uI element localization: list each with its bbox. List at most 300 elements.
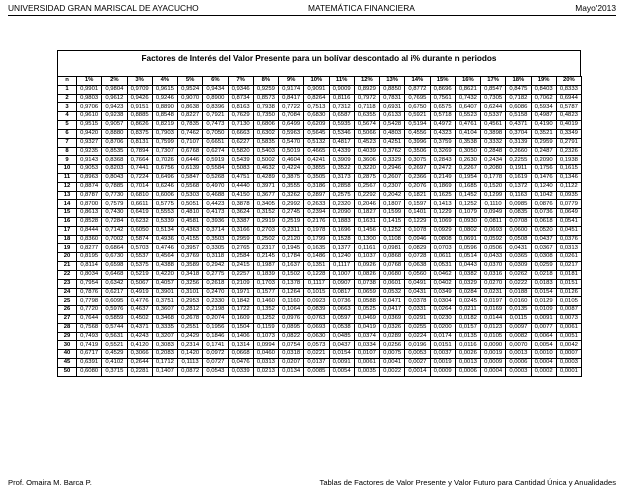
factor-cell: 0,8621 bbox=[455, 85, 480, 94]
factor-cell: 0,0284 bbox=[455, 288, 480, 297]
period-cell: 20 bbox=[58, 253, 77, 262]
factor-cell: 0,4604 bbox=[279, 156, 304, 165]
factor-cell: 0,1407 bbox=[152, 367, 177, 376]
factor-cell: 0,4556 bbox=[405, 129, 430, 138]
factor-cell: 0,7002 bbox=[102, 235, 127, 244]
factor-cell: 0,5859 bbox=[102, 314, 127, 323]
factor-cell: 0,9901 bbox=[77, 85, 102, 94]
factor-cell: 0,1015 bbox=[304, 288, 329, 297]
factor-cell: 0,9151 bbox=[127, 103, 152, 112]
factor-cell: 0,0703 bbox=[430, 244, 455, 253]
factor-cell: 0,5268 bbox=[203, 173, 228, 182]
factor-cell: 0,0222 bbox=[506, 279, 531, 288]
factor-cell: 0,7307 bbox=[152, 147, 177, 156]
factor-cell: 0,8396 bbox=[203, 103, 228, 112]
factor-cell: 0,0183 bbox=[531, 279, 556, 288]
factor-cell: 0,7561 bbox=[430, 94, 455, 103]
factor-cell: 0,2567 bbox=[354, 182, 379, 191]
factor-cell: 0,4243 bbox=[127, 332, 152, 341]
factor-cell: 0,0895 bbox=[279, 323, 304, 332]
factor-cell: 0,0339 bbox=[228, 367, 253, 376]
factor-cell: 0,1161 bbox=[354, 244, 379, 253]
factor-cell: 0,5645 bbox=[304, 129, 329, 138]
factor-cell: 0,1635 bbox=[304, 244, 329, 253]
factor-cell: 0,4104 bbox=[455, 129, 480, 138]
factor-cell: 0,2618 bbox=[203, 279, 228, 288]
factor-cell: 0,1938 bbox=[556, 156, 581, 165]
factor-cell: 0,4440 bbox=[228, 182, 253, 191]
factor-cell: 0,3506 bbox=[405, 147, 430, 156]
factor-cell: 0,6006 bbox=[152, 191, 177, 200]
factor-cell: 0,3971 bbox=[253, 182, 278, 191]
factor-cell: 0,4251 bbox=[380, 138, 405, 147]
factor-cell: 0,0182 bbox=[455, 314, 480, 323]
period-cell: 40 bbox=[58, 350, 77, 359]
factor-cell: 0,7441 bbox=[127, 165, 152, 174]
factor-cell: 0,8963 bbox=[77, 173, 102, 182]
factor-cell: 0,1079 bbox=[455, 209, 480, 218]
table-row bbox=[58, 121, 582, 130]
factor-cell: 0,6598 bbox=[102, 262, 127, 271]
factor-cell: 0,0451 bbox=[556, 226, 581, 235]
factor-cell: 0,2959 bbox=[531, 138, 556, 147]
factor-cell: 0,4019 bbox=[556, 121, 581, 130]
factor-cell: 0,5428 bbox=[380, 121, 405, 130]
period-cell: 6 bbox=[58, 129, 77, 138]
factor-cell: 0,2575 bbox=[329, 191, 354, 200]
factor-cell: 0,4339 bbox=[329, 147, 354, 156]
factor-cell: 0,0218 bbox=[531, 270, 556, 279]
factor-cell: 0,6750 bbox=[405, 103, 430, 112]
factor-cell: 0,6575 bbox=[430, 103, 455, 112]
factor-cell: 0,0471 bbox=[380, 297, 405, 306]
period-cell: 16 bbox=[58, 218, 77, 227]
factor-cell: 0,2314 bbox=[178, 341, 203, 350]
factor-cell: 0,5963 bbox=[279, 129, 304, 138]
factor-cell: 0,1064 bbox=[279, 306, 304, 315]
factor-cell: 0,3522 bbox=[329, 165, 354, 174]
factor-cell: 0,1240 bbox=[329, 253, 354, 262]
factor-cell: 0,6768 bbox=[178, 147, 203, 156]
factor-cell: 0,2415 bbox=[228, 262, 253, 271]
factor-cell: 0,7026 bbox=[152, 156, 177, 165]
factor-cell: 0,8787 bbox=[77, 191, 102, 200]
factor-cell: 0,9174 bbox=[279, 85, 304, 94]
footer-author: Prof. Omaira M. Barca P. bbox=[8, 478, 92, 487]
factor-cell: 0,0376 bbox=[556, 235, 581, 244]
factor-cell: 0,7473 bbox=[203, 121, 228, 130]
factor-cell: 0,0378 bbox=[405, 297, 430, 306]
factor-cell: 0,0255 bbox=[405, 323, 430, 332]
factor-cell: 0,1229 bbox=[405, 218, 430, 227]
factor-cell: 0,8638 bbox=[178, 103, 203, 112]
period-cell: 30 bbox=[58, 341, 77, 350]
factor-cell: 0,7629 bbox=[228, 112, 253, 121]
factor-cell: 0,3901 bbox=[152, 288, 177, 297]
factor-cell: 0,1577 bbox=[253, 288, 278, 297]
factor-cell: 0,0369 bbox=[380, 314, 405, 323]
table-row bbox=[58, 306, 582, 315]
factor-cell: 0,3607 bbox=[152, 306, 177, 315]
factor-cell: 0,7921 bbox=[203, 112, 228, 121]
factor-cell: 0,3714 bbox=[203, 226, 228, 235]
factor-cell: 0,8203 bbox=[102, 165, 127, 174]
factor-cell: 0,2502 bbox=[253, 235, 278, 244]
factor-cell: 0,7894 bbox=[127, 147, 152, 156]
factor-cell: 0,1784 bbox=[279, 253, 304, 262]
factor-cell: 0,1069 bbox=[430, 218, 455, 227]
column-header: 18% bbox=[506, 77, 531, 86]
period-cell: 22 bbox=[58, 270, 77, 279]
factor-cell: 0,1352 bbox=[253, 306, 278, 315]
factor-cell: 0,7118 bbox=[354, 103, 379, 112]
factor-cell: 0,4637 bbox=[127, 306, 152, 315]
factor-cell: 0,8368 bbox=[102, 156, 127, 165]
factor-cell: 0,0872 bbox=[178, 367, 203, 376]
factor-cell: 0,4632 bbox=[253, 165, 278, 174]
period-cell: 26 bbox=[58, 306, 77, 315]
factor-cell: 0,3332 bbox=[481, 138, 506, 147]
factor-cell: 0,0061 bbox=[354, 359, 379, 368]
factor-cell: 0,0754 bbox=[279, 341, 304, 350]
factor-cell: 0,0231 bbox=[481, 288, 506, 297]
period-cell: 13 bbox=[58, 191, 77, 200]
factor-cell: 0,1299 bbox=[481, 191, 506, 200]
factor-cell: 0,2145 bbox=[253, 253, 278, 262]
present-value-factors-table bbox=[57, 76, 582, 377]
factor-cell: 0,2149 bbox=[430, 173, 455, 182]
factor-cell: 0,8375 bbox=[127, 129, 152, 138]
factor-cell: 0,4323 bbox=[430, 129, 455, 138]
factor-cell: 0,0727 bbox=[203, 359, 228, 368]
factor-cell: 0,0169 bbox=[481, 306, 506, 315]
factor-cell: 0,0491 bbox=[405, 279, 430, 288]
factor-cell: 0,7954 bbox=[77, 279, 102, 288]
factor-cell: 0,0291 bbox=[405, 314, 430, 323]
table-row bbox=[58, 218, 582, 227]
factor-cell: 0,5718 bbox=[430, 112, 455, 121]
factor-cell: 0,5375 bbox=[127, 262, 152, 271]
factor-cell: 0,1619 bbox=[506, 173, 531, 182]
factor-cell: 0,2255 bbox=[506, 156, 531, 165]
factor-cell: 0,2644 bbox=[127, 359, 152, 368]
factor-cell: 0,1504 bbox=[228, 323, 253, 332]
factor-cell: 0,2584 bbox=[228, 253, 253, 262]
factor-cell: 0,0949 bbox=[481, 209, 506, 218]
factor-cell: 0,6944 bbox=[556, 94, 581, 103]
period-cell: 3 bbox=[58, 103, 77, 112]
factor-cell: 0,0154 bbox=[329, 350, 354, 359]
factor-cell: 0,2630 bbox=[455, 156, 480, 165]
table-spacer bbox=[57, 67, 581, 76]
period-cell: 27 bbox=[58, 314, 77, 323]
factor-cell: 0,6611 bbox=[127, 200, 152, 209]
factor-cell: 0,0946 bbox=[405, 235, 430, 244]
factor-cell: 0,6446 bbox=[178, 156, 203, 165]
column-header: 16% bbox=[455, 77, 480, 86]
factor-cell: 0,0004 bbox=[531, 359, 556, 368]
factor-cell: 0,5744 bbox=[102, 323, 127, 332]
factor-cell: 0,4057 bbox=[152, 279, 177, 288]
factor-cell: 0,0070 bbox=[506, 341, 531, 350]
factor-cell: 0,8548 bbox=[152, 112, 177, 121]
factor-cell: 0,5787 bbox=[556, 103, 581, 112]
table-row bbox=[58, 182, 582, 191]
factor-cell: 0,3996 bbox=[405, 138, 430, 147]
factor-cell: 0,0264 bbox=[430, 306, 455, 315]
factor-cell: 0,0007 bbox=[556, 350, 581, 359]
factor-cell: 0,0085 bbox=[304, 367, 329, 376]
factor-cell: 0,0188 bbox=[506, 288, 531, 297]
factor-cell: 0,4936 bbox=[152, 235, 177, 244]
factor-cell: 0,6931 bbox=[380, 103, 405, 112]
factor-cell: 0,6806 bbox=[253, 121, 278, 130]
factor-cell: 0,2470 bbox=[203, 288, 228, 297]
factor-cell: 0,0115 bbox=[506, 314, 531, 323]
factor-cell: 0,7419 bbox=[77, 341, 102, 350]
factor-cell: 0,4810 bbox=[178, 209, 203, 218]
factor-cell: 0,8706 bbox=[102, 138, 127, 147]
table-row bbox=[58, 244, 582, 253]
period-cell: 7 bbox=[58, 138, 77, 147]
factor-cell: 0,1971 bbox=[228, 288, 253, 297]
table-row bbox=[58, 156, 582, 165]
factor-cell: 0,4581 bbox=[178, 218, 203, 227]
factor-cell: 0,0431 bbox=[506, 244, 531, 253]
factor-cell: 0,1037 bbox=[354, 253, 379, 262]
table-row bbox=[58, 209, 582, 218]
table-row bbox=[58, 253, 582, 262]
factor-cell: 0,4502 bbox=[127, 314, 152, 323]
column-header: 3% bbox=[127, 77, 152, 86]
factor-cell: 0,6246 bbox=[152, 182, 177, 191]
factor-cell: 0,0601 bbox=[380, 279, 405, 288]
factor-cell: 0,0054 bbox=[531, 341, 556, 350]
factor-cell: 0,2176 bbox=[304, 218, 329, 227]
footer-description: Tablas de Factores de Valor Presente y Valor Futuro para Cantidad Única y Anualidades bbox=[319, 478, 616, 487]
factor-cell: 0,1799 bbox=[304, 235, 329, 244]
factor-cell: 0,8890 bbox=[152, 103, 177, 112]
factor-cell: 0,0019 bbox=[481, 350, 506, 359]
factor-cell: 0,8475 bbox=[506, 85, 531, 94]
factor-cell: 0,3759 bbox=[430, 138, 455, 147]
factor-cell: 0,0525 bbox=[354, 306, 379, 315]
column-header: 15% bbox=[430, 77, 455, 86]
factor-cell: 0,7972 bbox=[354, 94, 379, 103]
factor-cell: 0,0538 bbox=[329, 323, 354, 332]
factor-cell: 0,5194 bbox=[405, 121, 430, 130]
factor-cell: 0,0035 bbox=[354, 367, 379, 376]
factor-cell: 0,5921 bbox=[405, 112, 430, 121]
factor-cell: 0,0907 bbox=[329, 279, 354, 288]
factor-cell: 0,6717 bbox=[77, 350, 102, 359]
column-header: 7% bbox=[228, 77, 253, 86]
factor-cell: 0,8034 bbox=[77, 270, 102, 279]
factor-cell: 0,0543 bbox=[203, 367, 228, 376]
factor-cell: 0,1712 bbox=[152, 359, 177, 368]
factor-cell: 0,7224 bbox=[127, 173, 152, 182]
factor-cell: 0,0022 bbox=[380, 367, 405, 376]
factor-cell: 0,0520 bbox=[531, 226, 556, 235]
header-university: UNIVERSIDAD GRAN MARISCAL DE AYACUCHO bbox=[8, 3, 199, 13]
factor-cell: 0,0437 bbox=[531, 235, 556, 244]
factor-cell: 0,1413 bbox=[430, 200, 455, 209]
factor-cell: 0,2311 bbox=[279, 226, 304, 235]
factor-cell: 0,5067 bbox=[127, 279, 152, 288]
factor-cell: 0,5674 bbox=[354, 121, 379, 130]
factor-cell: 0,5935 bbox=[329, 121, 354, 130]
factor-cell: 0,9070 bbox=[178, 94, 203, 103]
factor-cell: 0,4972 bbox=[430, 121, 455, 130]
factor-cell: 0,8417 bbox=[279, 94, 304, 103]
factor-cell: 0,0054 bbox=[329, 367, 354, 376]
factor-cell: 0,2074 bbox=[203, 314, 228, 323]
factor-cell: 0,6830 bbox=[304, 112, 329, 121]
column-header: 2% bbox=[102, 77, 127, 86]
factor-cell: 0,3220 bbox=[354, 165, 379, 174]
factor-cell: 0,2633 bbox=[304, 200, 329, 209]
factor-cell: 0,0091 bbox=[531, 314, 556, 323]
factor-cell: 0,4155 bbox=[178, 235, 203, 244]
factor-cell: 0,0154 bbox=[531, 288, 556, 297]
factor-cell: 0,0736 bbox=[329, 297, 354, 306]
factor-cell: 0,3957 bbox=[178, 244, 203, 253]
factor-cell: 0,0200 bbox=[430, 323, 455, 332]
factor-cell: 0,7664 bbox=[127, 156, 152, 165]
factor-cell: 0,3715 bbox=[102, 367, 127, 376]
factor-cell: 0,0926 bbox=[354, 262, 379, 271]
factor-cell: 0,3418 bbox=[178, 270, 203, 279]
factor-cell: 0,4561 bbox=[481, 121, 506, 130]
factor-cell: 0,1300 bbox=[354, 235, 379, 244]
factor-cell: 0,5403 bbox=[253, 147, 278, 156]
factor-cell: 0,7312 bbox=[329, 103, 354, 112]
factor-cell: 0,7720 bbox=[77, 306, 102, 315]
factor-cell: 0,7050 bbox=[203, 129, 228, 138]
factor-cell: 0,3589 bbox=[178, 262, 203, 271]
factor-cell: 0,0691 bbox=[455, 235, 480, 244]
factor-cell: 0,3139 bbox=[506, 138, 531, 147]
factor-cell: 0,1756 bbox=[531, 165, 556, 174]
factor-cell: 0,2292 bbox=[354, 191, 379, 200]
factor-cell: 0,4220 bbox=[152, 270, 177, 279]
factor-cell: 0,5835 bbox=[253, 138, 278, 147]
period-cell: 29 bbox=[58, 332, 77, 341]
factor-cell: 0,0213 bbox=[253, 367, 278, 376]
factor-cell: 0,9709 bbox=[127, 85, 152, 94]
column-header: 6% bbox=[203, 77, 228, 86]
factor-cell: 0,7831 bbox=[380, 94, 405, 103]
factor-cell: 0,8547 bbox=[481, 85, 506, 94]
period-cell: 28 bbox=[58, 323, 77, 332]
factor-cell: 0,9803 bbox=[77, 94, 102, 103]
factor-cell: 0,4751 bbox=[228, 173, 253, 182]
factor-cell: 0,7130 bbox=[228, 121, 253, 130]
factor-cell: 0,0006 bbox=[506, 359, 531, 368]
factor-cell: 0,0230 bbox=[430, 314, 455, 323]
factor-cell: 0,7182 bbox=[506, 94, 531, 103]
period-cell: 1 bbox=[58, 85, 77, 94]
factor-cell: 0,0019 bbox=[430, 359, 455, 368]
factor-cell: 0,2198 bbox=[203, 306, 228, 315]
table-row bbox=[58, 323, 582, 332]
factor-cell: 0,0105 bbox=[556, 297, 581, 306]
factor-cell: 0,9515 bbox=[77, 121, 102, 130]
factor-cell: 0,8444 bbox=[77, 226, 102, 235]
factor-cell: 0,6407 bbox=[455, 103, 480, 112]
factor-cell: 0,0313 bbox=[253, 359, 278, 368]
factor-cell: 0,2326 bbox=[556, 147, 581, 156]
factor-cell: 0,4289 bbox=[253, 173, 278, 182]
factor-cell: 0,4224 bbox=[279, 165, 304, 174]
factor-cell: 0,5553 bbox=[152, 209, 177, 218]
factor-cell: 0,3066 bbox=[127, 350, 152, 359]
factor-cell: 0,2919 bbox=[253, 218, 278, 227]
factor-cell: 0,1520 bbox=[481, 182, 506, 191]
factor-cell: 0,8264 bbox=[304, 94, 329, 103]
factor-cell: 0,2076 bbox=[405, 182, 430, 191]
factor-cell: 0,1741 bbox=[203, 341, 228, 350]
table-title: Factores de Interés del Valor Presente para un bolívar descontado al i% durante n periodos bbox=[57, 50, 581, 67]
period-cell: 2 bbox=[58, 94, 77, 103]
factor-cell: 0,0224 bbox=[405, 332, 430, 341]
factor-cell: 0,8528 bbox=[77, 218, 102, 227]
period-cell: 25 bbox=[58, 297, 77, 306]
factor-cell: 0,6730 bbox=[102, 253, 127, 262]
factor-cell: 0,3936 bbox=[203, 218, 228, 227]
factor-cell: 0,0135 bbox=[455, 332, 480, 341]
factor-cell: 0,8131 bbox=[127, 138, 152, 147]
factor-cell: 0,6302 bbox=[253, 129, 278, 138]
factor-cell: 0,0541 bbox=[556, 218, 581, 227]
factor-cell: 0,2812 bbox=[178, 306, 203, 315]
factor-cell: 0,4823 bbox=[556, 112, 581, 121]
factor-cell: 0,8626 bbox=[127, 121, 152, 130]
factor-cell: 0,0051 bbox=[556, 332, 581, 341]
factor-cell: 0,3555 bbox=[279, 182, 304, 191]
factor-cell: 0,0061 bbox=[556, 323, 581, 332]
factor-cell: 0,0592 bbox=[481, 235, 506, 244]
column-header: 12% bbox=[354, 77, 379, 86]
factor-cell: 0,5584 bbox=[203, 165, 228, 174]
table-row bbox=[58, 235, 582, 244]
table-row bbox=[58, 138, 582, 147]
factor-cell: 0,3207 bbox=[152, 332, 177, 341]
factor-cell: 0,8535 bbox=[102, 147, 127, 156]
factor-cell: 0,5537 bbox=[127, 253, 152, 262]
factor-cell: 0,5470 bbox=[279, 138, 304, 147]
factor-cell: 0,0256 bbox=[380, 341, 405, 350]
factor-cell: 0,3405 bbox=[253, 200, 278, 209]
factor-cell: 0,0839 bbox=[304, 306, 329, 315]
column-header: 9% bbox=[279, 77, 304, 86]
factor-cell: 0,0211 bbox=[455, 306, 480, 315]
factor-cell: 0,7513 bbox=[304, 103, 329, 112]
factor-cell: 0,0003 bbox=[506, 367, 531, 376]
factor-cell: 0,1476 bbox=[531, 173, 556, 182]
factor-cell: 0,8163 bbox=[228, 103, 253, 112]
factor-cell: 0,0160 bbox=[506, 297, 531, 306]
factor-cell: 0,3503 bbox=[203, 235, 228, 244]
factor-cell: 0,1163 bbox=[506, 191, 531, 200]
factor-cell: 0,3769 bbox=[178, 253, 203, 262]
factor-cell: 0,2366 bbox=[405, 173, 430, 182]
factor-cell: 0,4102 bbox=[102, 359, 127, 368]
factor-cell: 0,1883 bbox=[329, 218, 354, 227]
factor-cell: 0,3186 bbox=[304, 182, 329, 191]
factor-cell: 0,7350 bbox=[253, 112, 278, 121]
factor-cell: 0,7722 bbox=[279, 103, 304, 112]
